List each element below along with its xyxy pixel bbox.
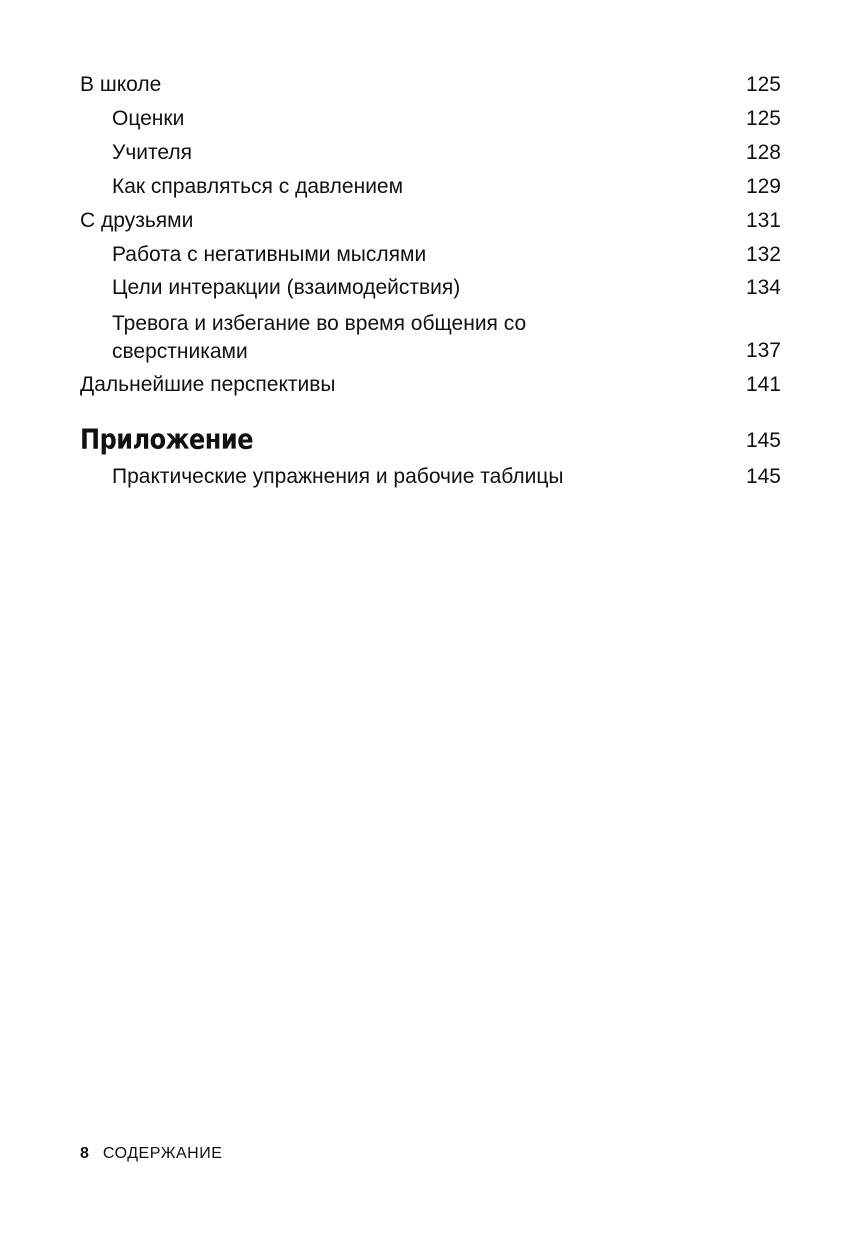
toc-entry-title: Практические упражнения и рабочие таблицы: [112, 465, 564, 488]
toc-entry-title: Как справляться с давлением: [112, 175, 404, 198]
toc-section-title: Приложение: [80, 423, 253, 456]
toc-entry-page: 131: [745, 209, 781, 232]
toc-entry-page: 145: [745, 429, 781, 452]
toc-entry-title: В школе: [80, 73, 162, 96]
toc-entry-title: С друзьями: [80, 209, 194, 232]
running-header-label: СОДЕРЖАНИЕ: [102, 1145, 223, 1162]
toc-entry-title: Тревога и избегание во время общения со сверстниками: [112, 312, 527, 363]
toc-entry-page: 132: [745, 243, 781, 266]
toc-entry-title: Работа с негативными мыслями: [112, 243, 427, 266]
toc-entry-title: Цели интеракции (взаимодействия): [112, 276, 461, 299]
page-number: 8: [80, 1145, 89, 1162]
page-footer: [80, 1144, 222, 1164]
toc-entry-title: Оценки: [112, 107, 185, 130]
toc-entry-title: Учителя: [112, 141, 193, 164]
toc-entry-page: 129: [745, 175, 781, 198]
toc-entry-page: 145: [745, 465, 781, 488]
toc-entry-page: 134: [745, 276, 781, 299]
toc-entry-title: Дальнейшие перспективы: [80, 373, 336, 396]
toc-entry-page: 125: [745, 107, 781, 130]
toc-entry-page: 125: [745, 73, 781, 96]
toc-entry-page: 141: [745, 373, 781, 396]
toc-entry-page: 128: [745, 141, 781, 164]
toc-entry-page: 137: [745, 339, 781, 362]
toc-entry-trevoga[interactable]: [80, 310, 781, 366]
